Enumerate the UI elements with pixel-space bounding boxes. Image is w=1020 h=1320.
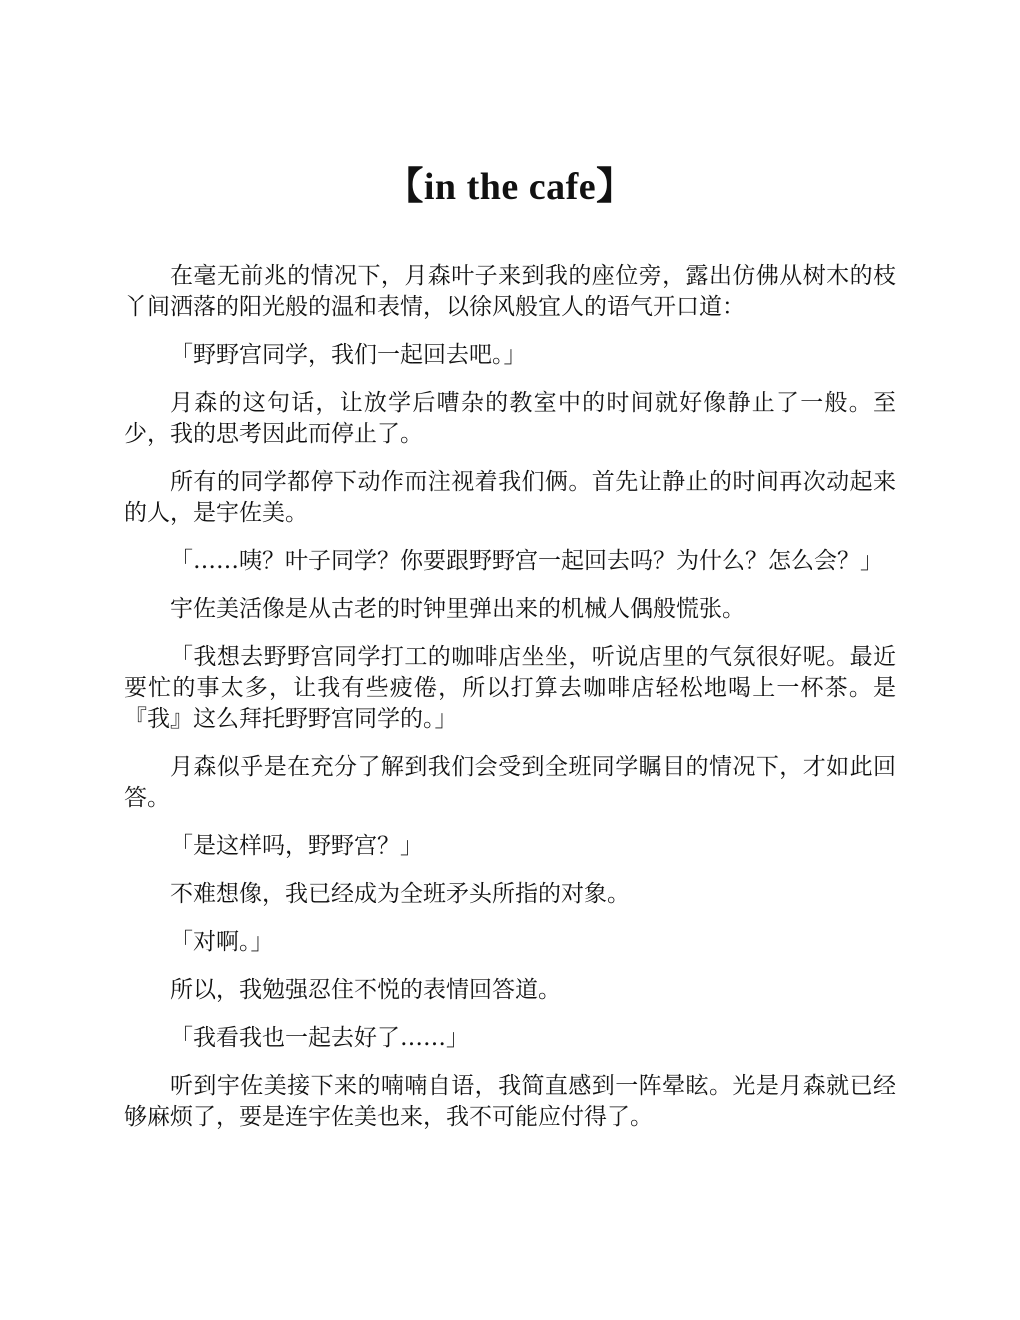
chapter-title: 【in the cafe】 <box>385 166 635 208</box>
body-text <box>124 261 896 1133</box>
paragraph: 「是这样吗，野野宫？」 <box>170 833 423 859</box>
paragraph: 在毫无前兆的情况下，月森叶子来到我的座位旁，露出仿佛从树木的枝丫间洒落的阳光般的温和表情，以徐风般宜人的语气开口道： <box>124 263 896 320</box>
paragraph: 听到宇佐美接下来的喃喃自语，我简直感到一阵晕眩。光是月森就已经够麻烦了，要是连宇佐美也来，我不可能应付得了。 <box>124 1073 896 1130</box>
paragraph: 宇佐美活像是从古老的时钟里弹出来的机械人偶般慌张。 <box>170 596 745 622</box>
paragraph: 「我想去野野宫同学打工的咖啡店坐坐，听说店里的气氛很好呢。最近要忙的事太多，让我有些疲倦，所以打算去咖啡店轻松地喝上一杯茶。是『我』这么拜托野野宫同学的。」 <box>124 644 896 732</box>
paragraph: 所有的同学都停下动作而注视着我们俩。首先让静止的时间再次动起来的人，是宇佐美。 <box>124 469 896 526</box>
paragraph: 「……咦？叶子同学？你要跟野野宫一起回去吗？为什么？怎么会？」 <box>170 548 883 574</box>
paragraph: 所以，我勉强忍住不悦的表情回答道。 <box>170 977 561 1003</box>
paragraph: 「对啊。」 <box>170 929 274 955</box>
paragraph: 月森的这句话，让放学后嘈杂的教室中的时间就好像静止了一般。至少，我的思考因此而停止了。 <box>124 390 896 447</box>
paragraph: 「我看我也一起去好了……」 <box>170 1025 469 1051</box>
paragraph: 「野野宫同学，我们一起回去吧。」 <box>170 342 527 368</box>
paragraph: 不难想像，我已经成为全班矛头所指的对象。 <box>170 881 630 907</box>
paragraph: 月森似乎是在充分了解到我们会受到全班同学瞩目的情况下，才如此回答。 <box>124 754 896 811</box>
